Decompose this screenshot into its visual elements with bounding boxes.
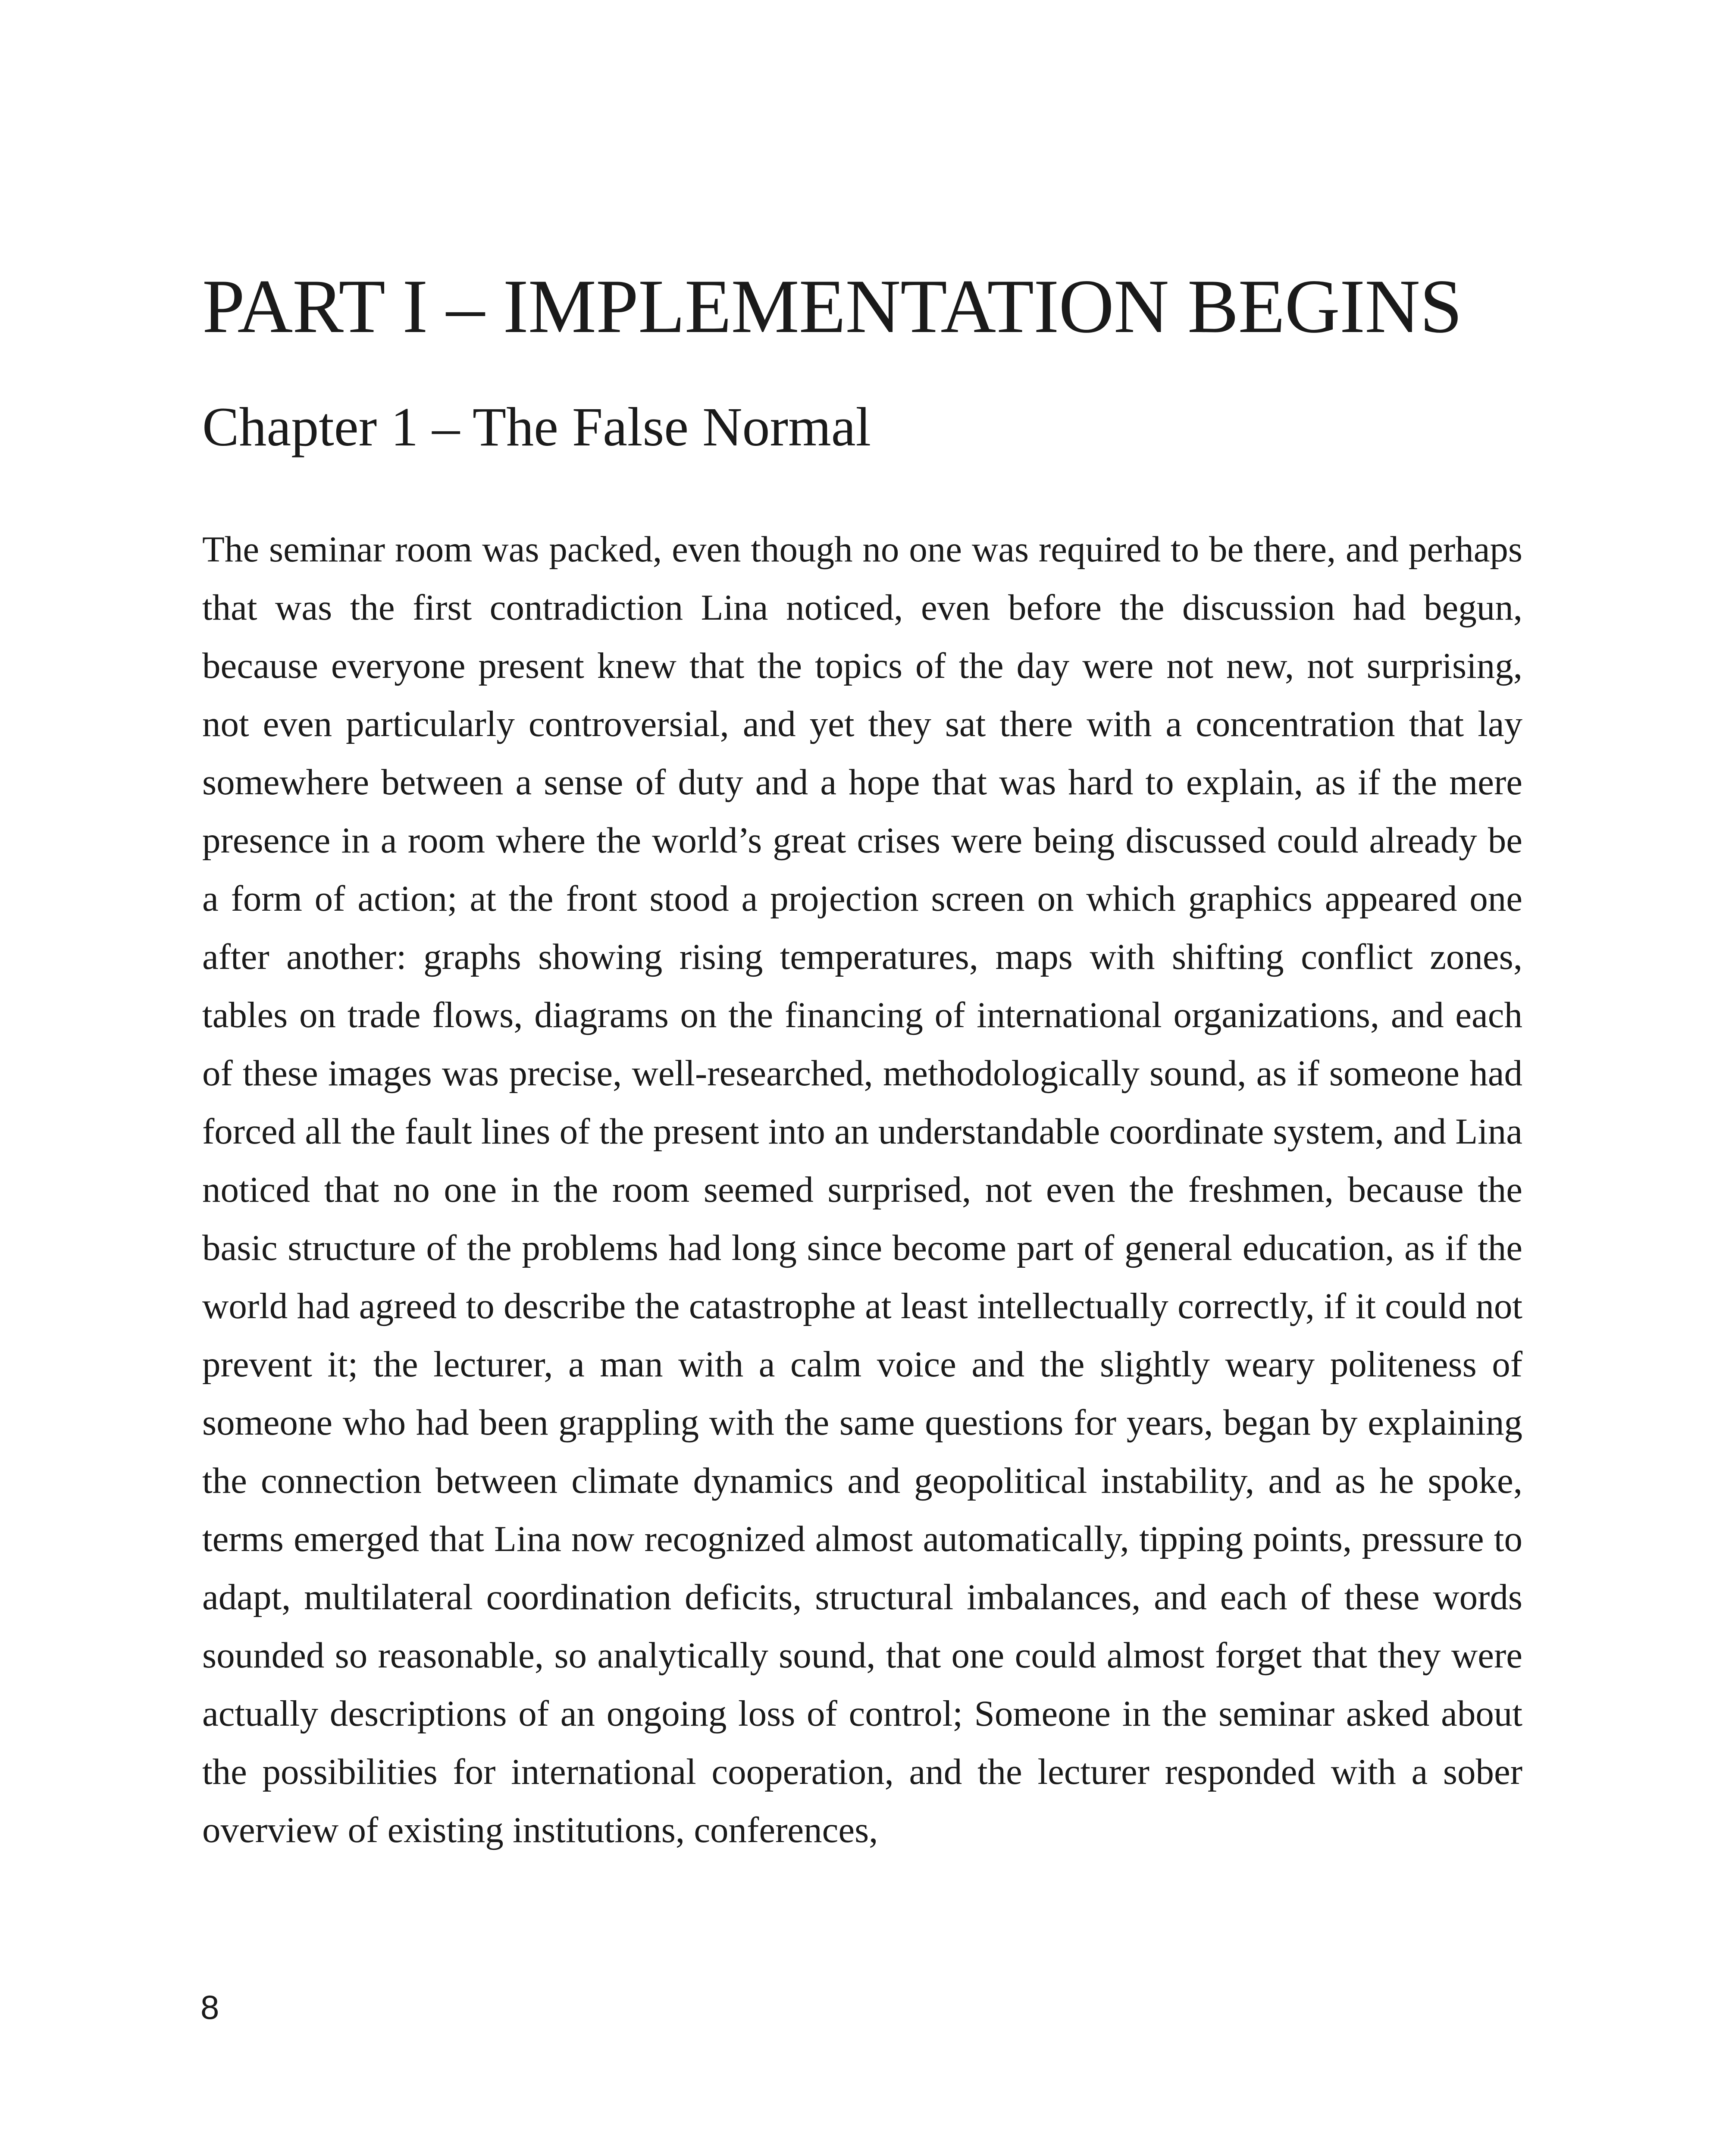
chapter-title: Chapter 1 – The False Normal (202, 396, 871, 458)
page-number: 8 (200, 1988, 219, 2026)
part-title: PART I – IMPLEMENTATION BEGINS (202, 263, 1462, 349)
body-paragraph: The seminar room was packed, even though no one was required to be there, and perhaps that was the first contradiction Lina noticed, even before the discussion had begun, because everyone present knew that the topics of the day were not new, not surprising, not even particularly controversial, and yet they sat there with a concentration that lay somewhere between a sense of duty and a hope that was hard to explain, as if the mere presence in a room where the world’s great crises were being discussed could already be a form of action; at the front stood a projection screen on which graphics appeared one after another: graphs showing rising temperatures, maps with shifting conflict zones, tables on trade flows, diagrams on the financing of international organizations, and each of these images was precise, well-researched, methodologically sound, as if someone had forced all the fault lines of the present into an understandable coordinate system, and Lina noticed that no one in the room seemed surprised, not even the freshmen, because the basic structure of the problems had long since become part of general education, as if the world had agreed to describe the catastrophe at least intellectually correctly, if it could not prevent it; the lecturer, a man with a calm voice and the slightly weary politeness of someone who had been grappling with the same questions for years, began by explaining the connection between climate dynamics and geopolitical instability, and as he spoke, terms emerged that Lina now recognized almost automatically, tipping points, pressure to adapt, multilateral coordination deficits, structural imbalances, and each of these words sounded so reasonable, so analytically sound, that one could almost forget that they were actually descriptions of an ongoing loss of control; Someone in the seminar asked about the possibilities for international cooperation, and the lecturer responded with a sober overview of existing institutions, conferences, (202, 529, 1522, 1850)
